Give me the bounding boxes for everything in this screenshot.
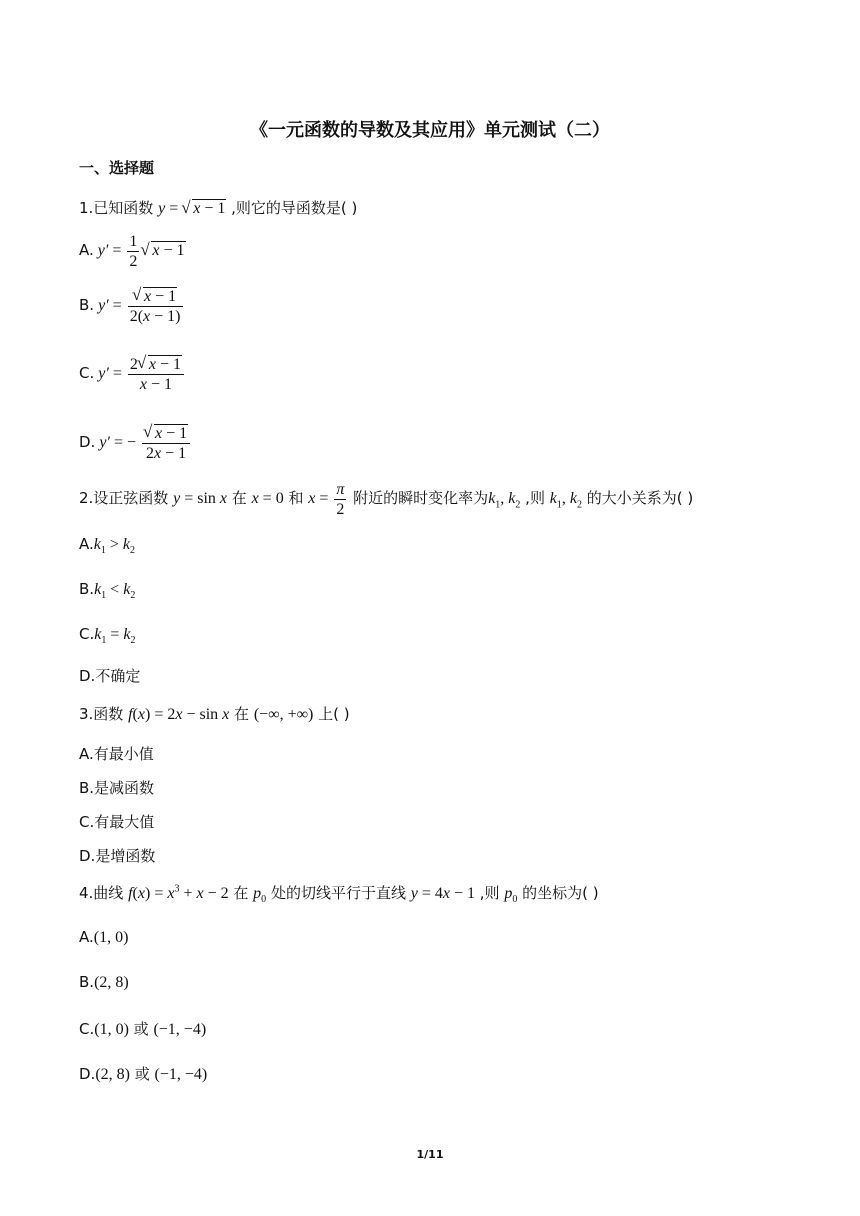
question-1-option-c: C. y′ = $\frac{2√ x - 1}{x - 1}$	[79, 355, 186, 394]
question-2-stem: 2.设正弦函数 y = sin x 在 x = 0 和 x = $\frac{\pi}{2}$ 附近的瞬时变化率为$k_1$, $k_2$ ,则 $k_1$, $k_2$ 的大小关系为( )	[79, 481, 694, 518]
question-1-option-b: B. y′ = √ $\frac{x - 1}{2(x - 1)}$	[79, 287, 185, 326]
question-2-option-a: $A.k_1 > k_2$	[79, 535, 136, 557]
question-1-option-d: D. y′ = − √ $\frac{x - 1}{2x - 1}$	[79, 424, 192, 463]
question-3-option-a: A.有最小值	[79, 745, 154, 763]
question-1-option-a: A. y′ = $\frac{1}{2}$ √ x − 1	[79, 232, 186, 271]
question-4-stem: 4.曲线 $f(x) = x^3 + x - 2$ 在 $p_0$ 处的切线平行于直线 y = 4x − 1 ,则 $p_0$ 的坐标为( )	[79, 883, 599, 906]
question-4-option-d: D.(2, 8) 或 (−1, −4)	[79, 1065, 208, 1083]
page-number: 1/11	[416, 1148, 444, 1161]
question-3-option-c: C.有最大值	[79, 813, 155, 831]
section-heading: 一、选择题	[79, 159, 155, 177]
or-connector: 或	[129, 1065, 155, 1083]
question-2-option-d: D.不确定	[79, 667, 141, 685]
question-2-option-c: $C.k_1 = k_2$	[79, 625, 136, 647]
question-4-option-a: A.(1, 0)	[79, 928, 129, 946]
question-3-option-d: D.是增函数	[79, 847, 156, 865]
question-2-option-b: $B.k_1 < k_2$	[79, 580, 136, 602]
question-3-option-b: B.是减函数	[79, 779, 155, 797]
question-3-stem: 3.函数 f(x) = 2x − sin x 在 (−∞, +∞) 上( )	[79, 705, 350, 723]
page-title: 《一元函数的导数及其应用》单元测试（二）	[250, 120, 610, 141]
question-1-stem: 1.已知函数 y = √ x − 1 ,则它的导函数是( )	[79, 197, 357, 218]
question-4-option-b: B.(2, 8)	[79, 973, 129, 991]
question-4-option-c: C.(1, 0) 或 (−1, −4)	[79, 1020, 207, 1038]
